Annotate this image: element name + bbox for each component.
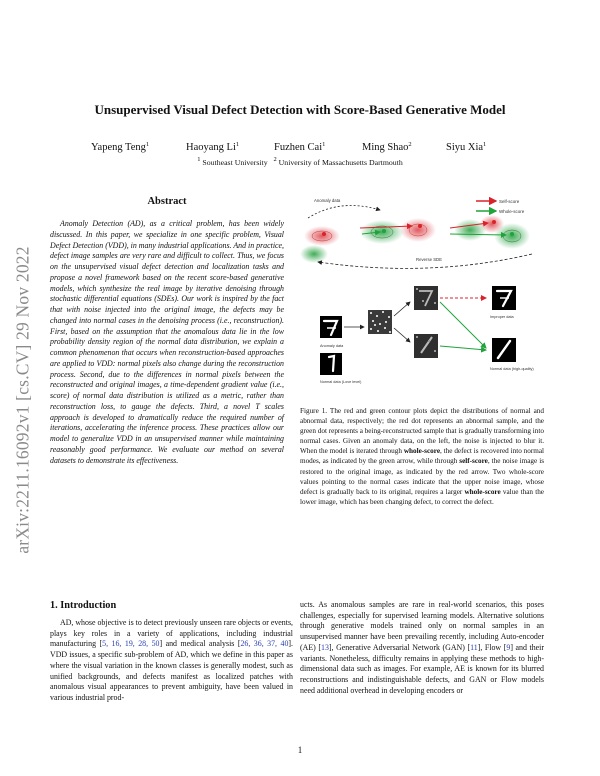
red-contour (304, 226, 340, 246)
label-anomaly: Anomaly data (320, 344, 344, 348)
image-denoise-lower (414, 334, 438, 358)
distribution-panel-3 (450, 215, 530, 249)
intro-paragraph-1: AD, whose objective is to detect previously unseen rare objects or events, plays key roles in a variety of applications, including industrial manufacturing [5, 16, 19, 28, 50] and medical analysis [26, 36, 37, 40]. VDD issues, a specific sub-problem of AD, which we define in this paper as where the visual variation in the known classes is generally modest, such as unified backgrounds, and defects manifest as localized patches with anomalous visual appearances to prevent ambiguity, have been valued in various industrial prod- (50, 618, 293, 702)
reconstructed-dot (510, 232, 514, 236)
author: Fuzhen Cai$^1$ (274, 141, 326, 153)
citation-link[interactable]: 26, 36, 37, 40 (240, 639, 289, 649)
abstract-body: Anomaly Detection (AD), as a critical problem, has been widely discussed. In this paper, we specialize in one specific problem, Visual Defect Detection (VDD), in many industrial applications. And in practice, defect image samples are very rare and difficult to collect. Thus, we focus on the unsupervised visual defect detection and localization tasks and propose a novel framework based on the recent score-based generative models, which synthesize the real image by iterative denoising through stochastic differential equations (SDEs). Our work is inspired by the fact that with noise injected into the original image, the defects may be changed into normal cases in the denoising process (i.e., reconstruction). First, based on the assumption that the anomalous data lie in the low probability density region of the normal data distribution, we explain a common phenomenon that occurs when reconstruction-based approaches are applied to VDD: normal pixels also change during the reconstruction process. Second, due to the differences in normal pixels between the reconstructed and original images, a time-dependent gradient value (i.e., score) of normal data distribution is utilized as a metric, rather than reconstruction loss, to gauge the defects. Third, a novel T scales approach is developed to dramatically reduce the required number of iterations, accelerating the inference process. These practices allow our model to generalize VDD in an unsupervised manner while maintaining reasonably good performance. We evaluate our method on several datasets to demonstrate its effectiveness. (50, 219, 284, 465)
author: Siyu Xia$^1$ (446, 141, 487, 153)
noise-arrow (308, 206, 380, 219)
author: Yapeng Teng$^1$ (91, 141, 150, 153)
image-improper (490, 286, 516, 319)
image-noisy-input (368, 310, 392, 334)
whole-score-arrow-upper (440, 302, 486, 348)
image-normal-repaired (490, 338, 534, 371)
distribution-panel-1 (300, 226, 340, 263)
citation-link[interactable]: 5, 16, 19, 28, 50 (102, 639, 160, 649)
reverse-sde-label: Reverse SDE (416, 257, 443, 262)
label-normal-repaired: Normal data (high-quality) (490, 367, 534, 371)
legend-self-score: Self-score (499, 199, 520, 204)
citation-link[interactable]: 13 (321, 642, 329, 652)
figure-legend (476, 199, 525, 214)
page-number: 1 (297, 745, 303, 755)
red-contour (400, 218, 436, 242)
arxiv-identifier: arXiv:2211.16092v1 [cs.CV] 29 Nov 2022 (12, 246, 33, 554)
paper-title: Unsupervised Visual Defect Detection with Score-Based Generative Model (94, 102, 506, 117)
image-anomaly (320, 316, 344, 348)
citation-link[interactable]: 11 (470, 642, 478, 652)
image-denoise-upper (414, 286, 438, 310)
intro-paragraph-2: ucts. As anomalous samples are rare in real-world scenarios, this poses challenges, especially for supervised learning models. Alternative solutions through generative models trained only on normal samples in an unsupervised manner have been prevailing recently, including Auto-encoder (AE) [13], Generative Adversarial Network (GAN) [11], Flow [9] and their variants. Nonetheless, difficulty remains in applying these methods to high-dimensional data such as images. For example, AE is known for its blurred reconstructions and indistinguishable defects, and GAN or Flow models need additional overhead in developing encoders or (300, 600, 544, 695)
image-normal-data (320, 353, 362, 384)
figure-1-diagram (300, 190, 544, 398)
legend-whole-score: Whole-score (499, 209, 525, 214)
green-contour (360, 220, 404, 244)
author: Ming Shao$^2$ (362, 141, 412, 153)
top-arrow-label: Anomaly data (314, 198, 341, 203)
green-contour (300, 245, 328, 263)
abstract-heading: Abstract (147, 196, 187, 207)
author: Haoyang Li$^1$ (186, 141, 240, 153)
citation-link[interactable]: 9 (506, 642, 511, 652)
figure-caption: Figure 1. The red and green contour plots depict the distributions of normal and abnormal data, respectively; the red dot represents an abnormal sample, and the green dot represents a being-reconstructed sample that is gradually transforming into normal cases. Given an anomaly data, on the left, the noise is injected to blur it. When the model is iterated through whole-score, the defect is recovered into normal modes, as indicated by the green arrow, while through self-score, the noise image is restored to the original image, as indicated by the red arrow. Two whole-score values pointing to the normal cases indicate that the upper noise image, whose defect is gradually back to its original, requires a larger whole-score value than the lower image, which has been changing defect, to correct the defect. (300, 407, 545, 506)
whole-score-arrow-lower (440, 346, 486, 350)
anomaly-dot (418, 224, 422, 228)
anomaly-dot (492, 220, 496, 224)
distribution-panel-2 (360, 218, 436, 244)
figure-1 (300, 190, 544, 398)
affiliations: $^1$ Southeast University $^2$ University of Massachusetts Dartmouth (197, 156, 403, 167)
anomaly-dot (322, 232, 326, 236)
reconstructed-dot (382, 229, 386, 233)
arxiv-sidebar (12, 200, 34, 600)
label-improper: Improper data (490, 315, 514, 319)
author-list (60, 141, 540, 155)
label-normal-data: Normal data (Love level) (320, 380, 362, 384)
section-heading-introduction: 1. Introduction (50, 600, 117, 611)
